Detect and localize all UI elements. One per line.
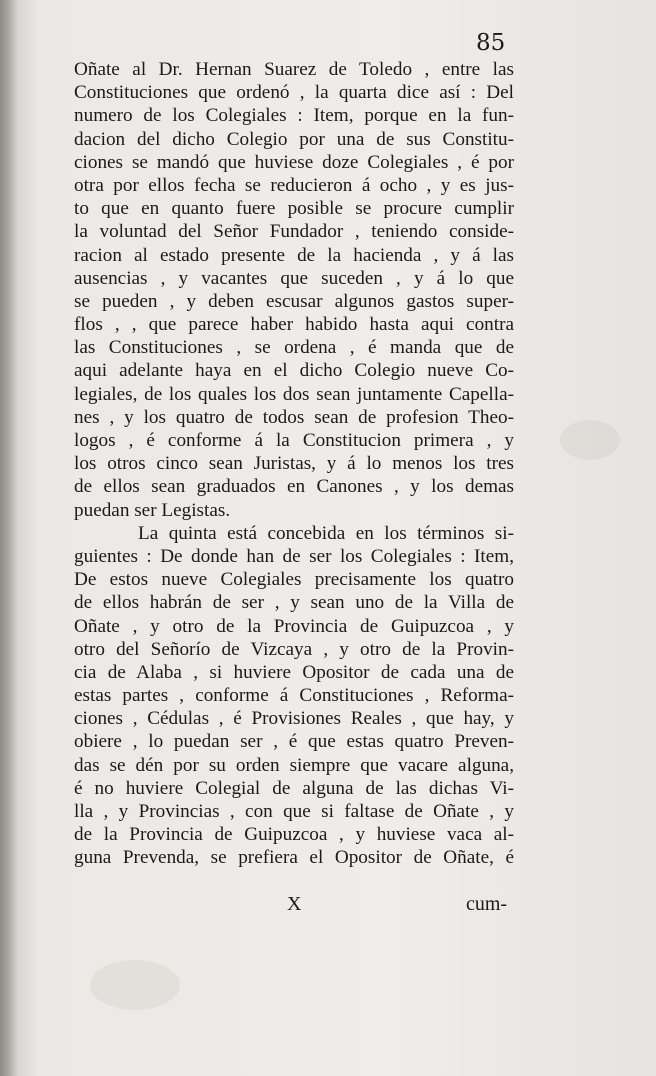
text-line: cia de Alaba , si huviere Opositor de cada una de [74,661,514,683]
text-line: é no huviere Colegial de alguna de las dichas Vi- [74,777,514,799]
paper-stain [560,420,620,460]
text-line: ausencias , y vacantes que suceden , y á lo que [74,267,514,289]
text-line: ciones se mandó que huviese doze Colegiales , é por [74,151,514,173]
text-line: los otros cinco sean Juristas, y á lo menos los tres [74,453,514,475]
text-line: dacion del dicho Colegio por una de sus Constitu- [74,128,514,150]
text-line: guna Prevenda, se prefiera el Opositor de Oñate, é [74,847,514,869]
text-line: las Constituciones , se ordena , é manda que de [74,337,514,359]
text-line: logos , é conforme á la Constitucion primera , y [74,430,514,451]
paragraph-first-line: La quinta está concebida en los términos si- [138,522,514,544]
text-line: flos , , que parece haber habido hasta aqui contra [74,314,514,336]
text-line: lla , y Provincias , con que si faltase de Oñate , y [74,801,514,822]
catchword: cum- [466,893,508,915]
text-line: nes , y los quatro de todos sean de profesion Theo- [74,406,514,428]
text-line: de la Provincia de Guipuzcoa , y huviese vaca al- [74,824,514,846]
text-line: de ellos sean graduados en Canones , y los demas [74,476,514,498]
binding-shadow [0,0,18,1076]
text-line: la voluntad del Señor Fundador , teniendo conside- [74,221,514,243]
text-line: legiales, de los quales los dos sean juntamente Capella- [74,383,514,405]
text-line: Oñate al Dr. Hernan Suarez de Toledo , entre las [74,59,514,80]
text-line: Constituciones que ordenó , la quarta dice así : Del [74,82,514,104]
text-line: se pueden , y deben escusar algunos gastos super- [74,290,514,312]
text-line: guientes : De donde han de ser los Colegiales : Item, [74,545,514,567]
signature-mark: X [287,893,302,915]
text-line: obiere , lo puedan ser , é que estas quatro Preven- [74,731,514,753]
text-line: ciones , Cédulas , é Provisiones Reales , que hay, y [74,708,514,730]
text-line: De estos nueve Colegiales precisamente los quatro [74,569,514,591]
text-line: otro del Señorío de Vizcaya , y otro de la Provin- [74,638,514,660]
text-line: estas partes , conforme á Constituciones , Reforma- [74,685,514,707]
text-line: de ellos habrán de ser , y sean uno de la Villa de [74,592,514,614]
page-number: 85 [476,30,506,56]
text-line: Oñate , y otro de la Provincia de Guipuzcoa , y [74,615,514,637]
text-line: to que en quanto fuere posible se procure cumplir [74,198,514,220]
text-line: racion al estado presente de la hacienda , y á las [74,244,514,266]
text-line: numero de los Colegiales : Item, porque en la fun- [74,105,514,127]
body-text [74,58,514,870]
text-line: puedan ser Legistas. [74,499,231,521]
text-line: das se dén por su orden siempre que vacare alguna, [74,754,514,776]
text-line: otra por ellos fecha se reducieron á ocho , y es jus- [74,174,514,196]
paper-stain [90,960,180,1010]
text-line: aqui adelante haya en el dicho Colegio nueve Co- [74,360,514,382]
